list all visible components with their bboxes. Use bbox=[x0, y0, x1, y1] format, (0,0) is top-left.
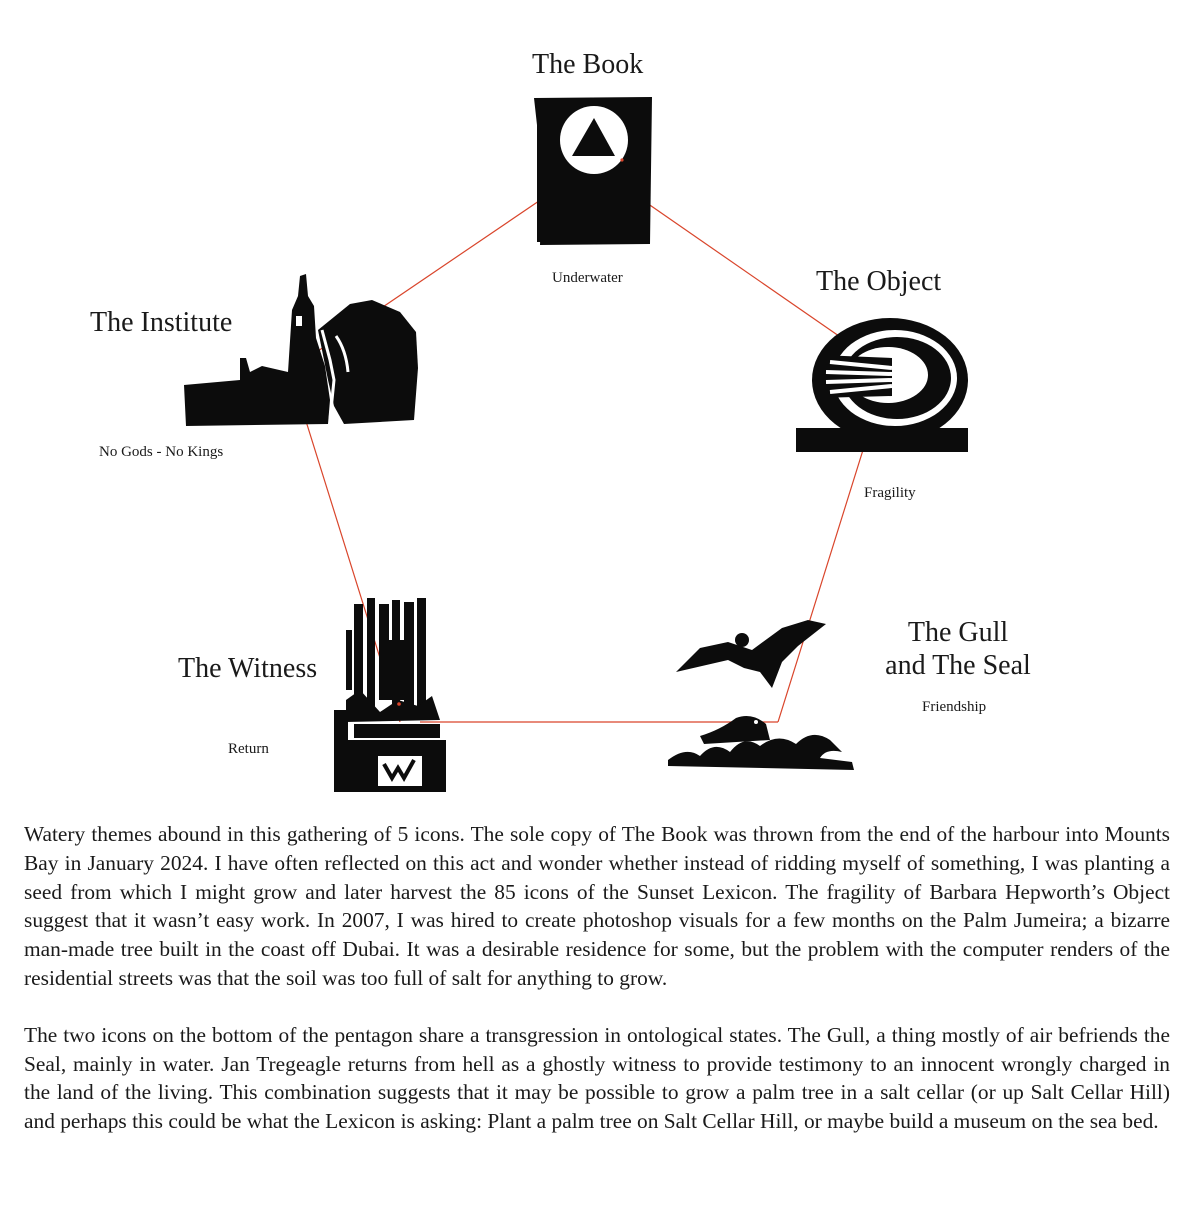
gull-and-seal-icon bbox=[668, 620, 854, 770]
node-keyword-witness: Return bbox=[228, 741, 269, 757]
node-title-institute: The Institute bbox=[90, 307, 233, 338]
essay-text bbox=[24, 820, 1170, 1164]
book-icon bbox=[534, 97, 652, 245]
node-title-book: The Book bbox=[532, 49, 644, 80]
node-keyword-institute: No Gods - No Kings bbox=[99, 444, 224, 460]
node-title-gull-seal-line2: and The Seal bbox=[885, 650, 1031, 681]
node-title-object: The Object bbox=[816, 266, 942, 297]
node-title-gull-seal-line1: The Gull bbox=[907, 617, 1009, 648]
node-title-gull-seal bbox=[870, 616, 1046, 682]
institute-icon bbox=[184, 274, 418, 426]
witness-icon bbox=[334, 598, 446, 792]
essay-paragraph-2: The two icons on the bottom of the pentagon share a transgression in ontological states. The Gull, a thing mostly of air befriends the Seal, mainly in water. Jan Tregeagle returns from hell as a ghostly witness to provide testimony to an innocent wrongly charged in the land of the living. This combination suggests that it may be possible to grow a palm tree in a salt cellar (or up Salt Cellar Hill) and perhaps this could be what the Lexicon is asking: Plant a palm tree on Salt Cellar Hill, or maybe build a museum on the sea bed. bbox=[24, 1022, 1170, 1134]
node-keyword-object: Fragility bbox=[864, 485, 916, 501]
node-keyword-book: Underwater bbox=[552, 270, 623, 286]
node-keyword-gull-seal: Friendship bbox=[922, 699, 987, 715]
essay-paragraph-1: Watery themes abound in this gathering of 5 icons. The sole copy of The Book was thrown from the end of the harbour into Mounts Bay in January 2024. I have often reflected on this act and wonder whether instead of ridding myself of something, I was planting a seed from which I might grow and later harvest the 85 icons of the Sunset Lexicon. The fragility of Barbara Hepworth’s Object suggest that it wasn’t easy work. In 2007, I was hired to create photoshop visuals for a few months on the Palm Jumeira; a bizarre man-made tree built in the coast off Dubai. It was a desirable residence for some, but the problem with the computer renders of the residential streets was that the soil was too full of salt for anything to grow. bbox=[24, 822, 1170, 990]
shell-object-icon bbox=[796, 318, 968, 452]
node-title-witness: The Witness bbox=[178, 653, 318, 684]
